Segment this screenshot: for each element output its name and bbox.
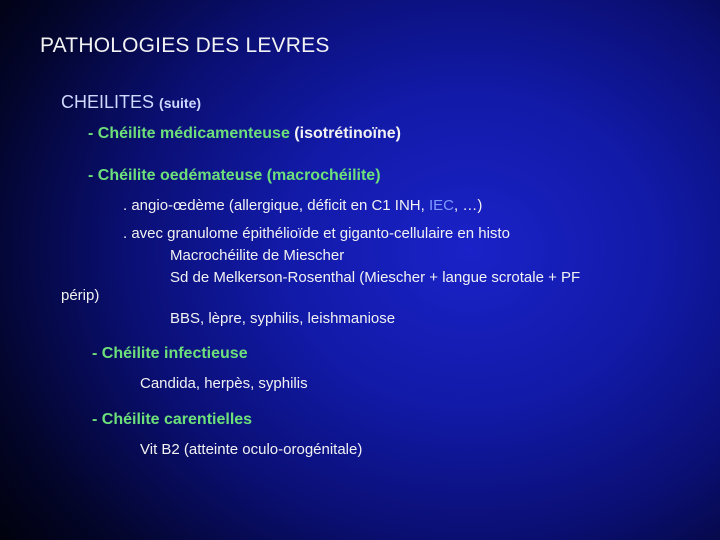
section-heading-text: CHEILITES bbox=[61, 92, 155, 112]
sub-angio-end: , …) bbox=[454, 197, 483, 214]
sub-granulome: . avec granulome épithélioïde et giganto-cellulaire en histo bbox=[123, 225, 510, 242]
sub-carentielles-causes: Vit B2 (atteinte oculo-orogénitale) bbox=[140, 441, 363, 458]
bullet-carentielles: - Chéilite carentielles bbox=[92, 411, 253, 428]
sub-angio bbox=[123, 197, 482, 214]
bullet-medicamenteuse-drug: (isotrétinoïne) bbox=[294, 125, 401, 142]
sub-perip: périp) bbox=[61, 287, 100, 304]
section-heading bbox=[61, 92, 201, 113]
bullet-oedemateuse: - Chéilite oedémateuse (macrochéilite) bbox=[88, 167, 381, 184]
sub-melkerson: Sd de Melkerson-Rosenthal (Miescher + langue scrotale + PF bbox=[170, 269, 581, 286]
bullet-infectieuse: - Chéilite infectieuse bbox=[92, 345, 248, 362]
sub-angio-text: . angio-œdème (allergique, déficit en C1 INH, bbox=[123, 197, 425, 214]
section-heading-suffix: (suite) bbox=[159, 95, 202, 111]
sub-bbs: BBS, lèpre, syphilis, leishmaniose bbox=[170, 310, 396, 327]
sub-infectieuse-causes: Candida, herpès, syphilis bbox=[140, 375, 308, 392]
sub-angio-iec: IEC bbox=[428, 197, 454, 214]
bullet-medicamenteuse-label: - Chéilite médicamenteuse bbox=[88, 125, 290, 142]
sub-miescher: Macrochéilite de Miescher bbox=[170, 247, 345, 264]
bullet-medicamenteuse bbox=[88, 125, 401, 143]
slide-title: PATHOLOGIES DES LEVRES bbox=[40, 34, 330, 57]
